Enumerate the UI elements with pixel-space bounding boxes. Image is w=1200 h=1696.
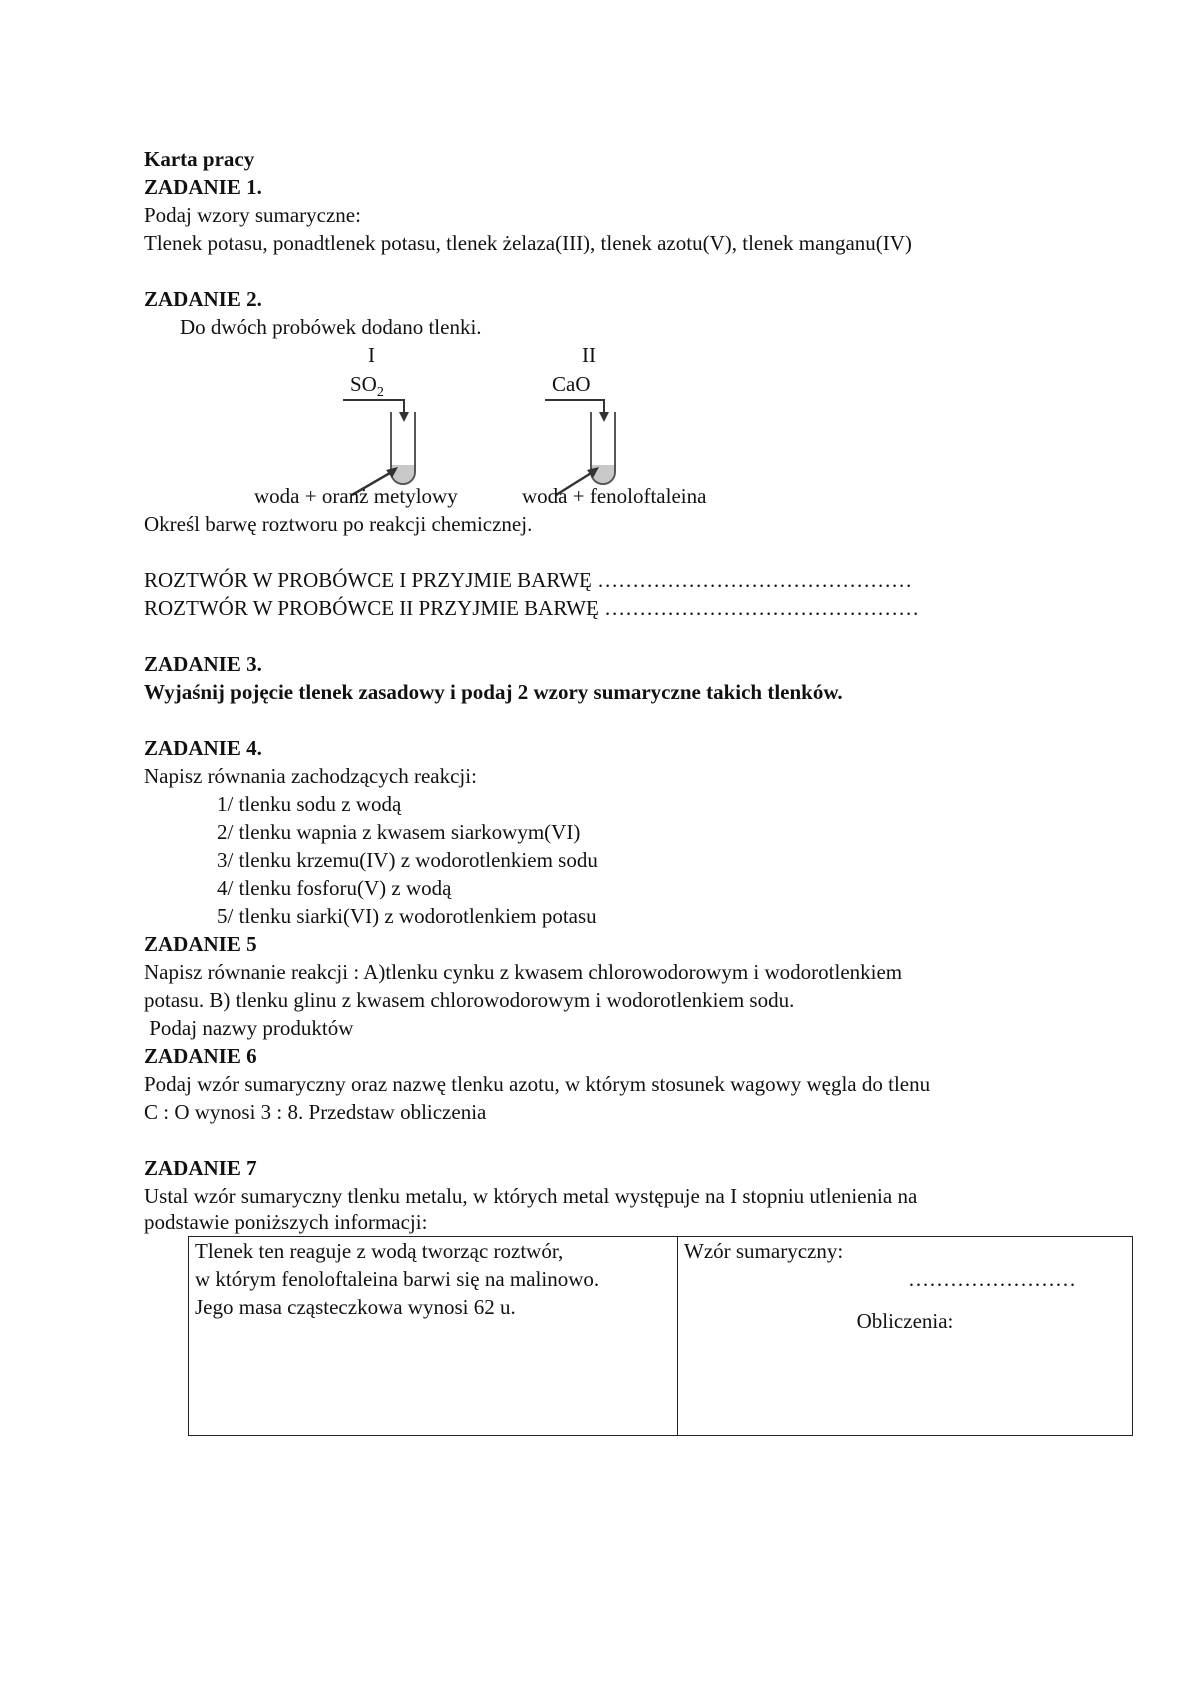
info-line: w którym fenoloftaleina barwi się na malinowo. [195,1267,600,1291]
page-title: Karta pracy [144,147,255,171]
task2-intro: Do dwóch probówek dodano tlenki. [180,315,482,339]
tube1-numeral: I [368,343,375,367]
task2-heading: ZADANIE 2. [144,287,262,311]
task5-line1: Napisz równanie reakcji : A)tlenku cynku z kwasem chlorowodorowym i wodorotlenkiem [144,960,903,984]
formula-dots: …………………… [908,1267,1076,1291]
tube1-illustration [343,400,415,495]
task4-instruction: Napisz równania zachodzących reakcji: [144,764,477,788]
task2-question: Określ barwę roztworu po reakcji chemicznej. [144,512,533,536]
task4-item: 5/ tlenku siarki(VI) z wodorotlenkiem potasu [217,904,597,928]
tube1-contents: woda + oranż metylowy [254,484,458,508]
task2-answer1: ROZTWÓR W PROBÓWCE I PRZYJMIE BARWĘ ……………………………………… [144,568,913,592]
task6-heading: ZADANIE 6 [144,1044,257,1068]
info-line: Tlenek ten reaguje z wodą tworząc roztwór, [195,1239,564,1263]
task5-line3: Podaj nazwy produktów [144,1016,354,1040]
tube2-contents: woda + fenoloftaleina [522,484,707,508]
tube2-oxide: CaO [552,372,591,396]
task4-item: 4/ tlenku fosforu(V) z wodą [217,876,452,900]
formula-label: Wzór sumaryczny: [684,1239,844,1263]
task1-instruction: Podaj wzory sumaryczne: [144,203,361,227]
task7-heading: ZADANIE 7 [144,1156,257,1180]
answer-cell[interactable] [678,1237,1133,1436]
task1-heading: ZADANIE 1. [144,175,262,199]
task6-line2: C : O wynosi 3 : 8. Przedstaw obliczenia [144,1100,487,1124]
task5-line2: potasu. B) tlenku glinu z kwasem chlorowodorowym i wodorotlenkiem sodu. [144,988,795,1012]
tube2-numeral: II [582,343,596,367]
task7-info-table [188,1236,1133,1436]
task7-line1: Ustal wzór sumaryczny tlenku metalu, w których metal występuje na I stopniu utlenienia na [144,1184,918,1208]
task1-items: Tlenek potasu, ponadtlenek potasu, tlenek żelaza(III), tlenek azotu(V), tlenek manganu(IV) [144,231,912,255]
info-cell [189,1237,678,1436]
task4-heading: ZADANIE 4. [144,736,262,760]
task4-item: 1/ tlenku sodu z wodą [217,792,402,816]
test-tubes-diagram [0,0,1200,520]
tube2-illustration [545,400,615,495]
task3-text: Wyjaśnij pojęcie tlenek zasadowy i podaj 2 wzory sumaryczne takich tlenków. [144,680,843,704]
task6-line1: Podaj wzór sumaryczny oraz nazwę tlenku azotu, w którym stosunek wagowy węgla do tlenu [144,1072,931,1096]
tube1-oxide: $SO_2$ [350,372,384,401]
calc-label: Obliczenia: [856,1309,954,1333]
task4-item: 2/ tlenku wapnia z kwasem siarkowym(VI) [217,820,581,844]
task7-line2: podstawie poniższych informacji: [144,1210,428,1234]
info-line: Jego masa cząsteczkowa wynosi 62 u. [195,1295,516,1319]
task2-answer2: ROZTWÓR W PROBÓWCE II PRZYJMIE BARWĘ ……………………………………… [144,596,920,620]
task3-heading: ZADANIE 3. [144,652,262,676]
task5-heading: ZADANIE 5 [144,932,257,956]
task4-item: 3/ tlenku krzemu(IV) z wodorotlenkiem sodu [217,848,598,872]
